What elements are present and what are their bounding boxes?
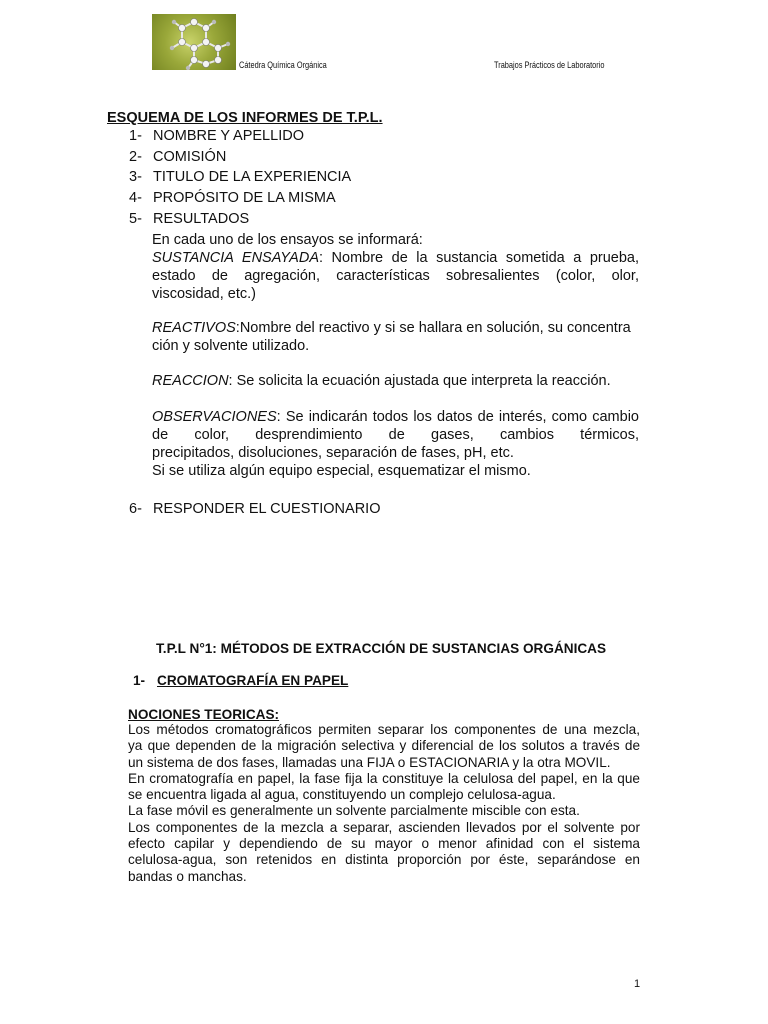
obs-label: OBSERVACIONES [152, 409, 277, 425]
nociones-title: NOCIONES TEORICAS: [128, 707, 280, 722]
sustancia-line-2: estado de agregación, características sobresalientes (color, olor, [152, 268, 639, 284]
obs-line-2: de color, desprendimiento de gases, cambios térmicos, [152, 427, 639, 443]
list-item: 3- TITULO DE LA EXPERIENCIA [129, 169, 352, 186]
reactivos-line-1: REACTIVOS:Nombre del reactivo y si se hallara en solución, su concentra [152, 320, 631, 336]
list-item: 4- PROPÓSITO DE LA MISMA [129, 190, 336, 207]
reactivos-label: REACTIVOS [152, 320, 236, 336]
reaccion-label: REACCION [152, 373, 229, 389]
obs-line-1: OBSERVACIONES: Se indicarán todos los datos de interés, como cambio [152, 409, 639, 425]
results-detail [152, 231, 639, 480]
obs-line-3: precipitados, disoluciones, separación de fases, pH, etc. [152, 445, 514, 461]
scheme-title: ESQUEMA DE LOS INFORMES DE T.P.L. [107, 110, 383, 126]
body-line: Los componentes de la mezcla a separar, ascienden llevados por el solvente por [128, 819, 640, 835]
body-line: un sistema de dos fases, llamadas una FIJA o ESTACIONARIA y la otra MOVIL. [128, 754, 611, 770]
header-course: Trabajos Prácticos de Laboratorio [494, 60, 605, 70]
body-line: efecto capilar y dependiendo de su mayor o menor afinidad con el sistema [128, 836, 640, 852]
list-item: 1- NOMBRE Y APELLIDO [129, 128, 304, 144]
reactivos-line-2: ción y solvente utilizado. [152, 338, 310, 354]
section-title: CROMATOGRAFÍA EN PAPEL [157, 673, 349, 688]
page-number: 1 [634, 978, 641, 990]
sustancia-line-1: SUSTANCIA ENSAYADA: Nombre de la sustancia sometida a prueba, [152, 250, 639, 266]
list-item-6: 6- RESPONDER EL CUESTIONARIO [129, 501, 381, 517]
scheme-list [129, 127, 351, 230]
nociones-body [128, 722, 640, 885]
tpl-title: T.P.L N°1: MÉTODOS DE EXTRACCIÓN DE SUSTANCIAS ORGÁNICAS [156, 641, 607, 656]
body-line: La fase móvil es generalmente un solvente parcialmente miscible con esta. [128, 803, 580, 819]
body-line: celulosa-agua, son retenidos en distinta proporción por éste, separándose en [128, 852, 640, 868]
molecule-logo-icon [152, 14, 236, 70]
body-line: bandas o manchas. [128, 868, 247, 884]
reaccion-line: REACCION: Se solicita la ecuación ajustada que interpreta la reacción. [152, 373, 611, 389]
body-line: Los métodos cromatográficos permiten separar los componentes de una mezcla, [128, 722, 640, 737]
body-line: se encuentra ligada al agua, constituyendo un complejo celulosa-agua. [128, 787, 556, 803]
obs-line-4: Si se utiliza algún equipo especial, esquematizar el mismo. [152, 463, 531, 479]
list-item: 2- COMISIÓN [129, 148, 227, 165]
sustancia-label: SUSTANCIA ENSAYADA [152, 250, 319, 266]
header-department: Cátedra Química Orgánica [239, 60, 327, 70]
body-line: ya que dependen de la migración selectiva y diferencial de los solutos a través de [128, 738, 640, 754]
sustancia-line-3: viscosidad, etc.) [152, 286, 256, 302]
section-heading: 1- CROMATOGRAFÍA EN PAPEL [133, 673, 349, 688]
body-line: En cromatografía en papel, la fase fija la constituye la celulosa del papel, en la que [128, 770, 640, 786]
results-intro: En cada uno de los ensayos se informará: [152, 232, 423, 248]
list-item: 5- RESULTADOS [129, 210, 250, 227]
